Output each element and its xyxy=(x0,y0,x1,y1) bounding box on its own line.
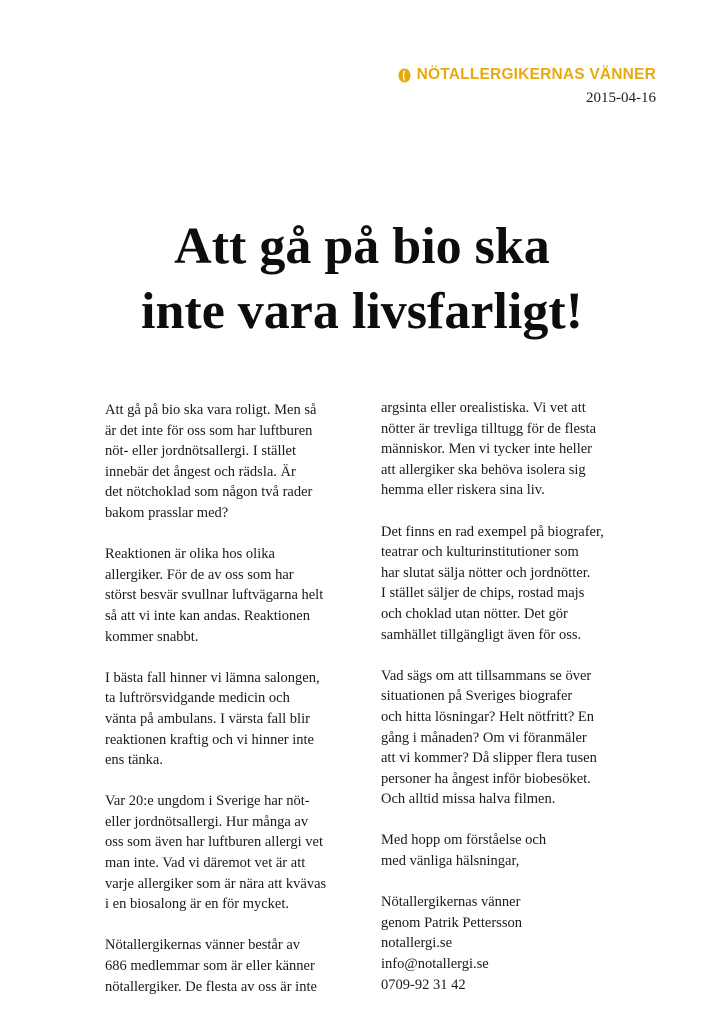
body-paragraph xyxy=(105,935,373,997)
text-line: personer ha ångest inför biobesöket. xyxy=(381,770,591,787)
text-line: att allergiker ska behöva isolera sig xyxy=(381,461,586,478)
text-line: har slutat sälja nötter och jordnötter. xyxy=(381,564,591,581)
brand-name: NÖTALLERGIKERNAS VÄNNER xyxy=(416,66,656,83)
text-line: och choklad utan nötter. Det gör xyxy=(381,605,568,622)
text-line: Var 20:e ungdom i Sverige har nöt- xyxy=(105,793,310,810)
text-line: med vänliga hälsningar, xyxy=(381,853,520,870)
text-line: gång i månaden? Om vi föranmäler xyxy=(381,729,587,746)
body-paragraph xyxy=(105,544,373,647)
left-column xyxy=(105,400,373,1018)
text-line: störst besvär svullnar luftvägarna helt xyxy=(105,587,324,604)
text-line: samhället tillgängligt även för oss. xyxy=(381,626,582,643)
text-line: är det inte för oss som har luftburen xyxy=(105,422,313,439)
text-line: ta luftrörsvidgande medicin och xyxy=(105,690,290,707)
text-line: nöt- eller jordnötsallergi. I stället xyxy=(105,443,296,460)
text-line: 0709-92 31 42 xyxy=(381,976,466,993)
text-line: det nötchoklad som någon två rader xyxy=(105,484,313,501)
body-paragraph xyxy=(381,666,649,810)
text-line: man inte. Vad vi däremot vet är att xyxy=(105,855,306,872)
text-line: att vi kommer? Då slipper flera tusen xyxy=(381,750,597,767)
text-line: kommer snabbt. xyxy=(105,628,199,645)
body-paragraph xyxy=(105,668,373,771)
right-column xyxy=(381,398,649,1016)
body-paragraph xyxy=(381,522,649,646)
text-line: så att vi inte kan andas. Reaktionen xyxy=(105,607,310,624)
text-line: situationen på Sveriges biografer xyxy=(381,688,573,705)
text-line: ens tänka. xyxy=(105,752,163,769)
text-line: genom Patrik Pettersson xyxy=(381,914,522,931)
text-line: i en biosalong är en för mycket. xyxy=(105,896,290,913)
text-line: Nötallergikernas vänner xyxy=(381,894,521,911)
letter-date: 2015-04-16 xyxy=(586,90,656,106)
title-line: inte vara livsfarligt! xyxy=(141,283,583,340)
page-title xyxy=(0,214,724,344)
text-line: info@notallergi.se xyxy=(381,956,489,973)
text-line: allergiker. För de av oss som har xyxy=(105,566,294,583)
text-line: människor. Men vi tycker inte heller xyxy=(381,441,593,458)
text-line: innebär det ångest och rädsla. Är xyxy=(105,463,296,480)
text-line: Reaktionen är olika hos olika xyxy=(105,546,275,563)
text-line: Med hopp om förståelse och xyxy=(381,832,547,849)
text-line: Nötallergikernas vänner består av xyxy=(105,937,300,954)
text-line: eller jordnötsallergi. Hur många av xyxy=(105,813,309,830)
text-line: Att gå på bio ska vara roligt. Men så xyxy=(105,402,317,418)
nut-icon xyxy=(398,67,411,83)
brand-header xyxy=(398,66,656,84)
text-line: I stället säljer de chips, rostad majs xyxy=(381,585,585,602)
text-line: notallergi.se xyxy=(381,935,453,952)
text-line: oss som även har luftburen allergi vet xyxy=(105,834,323,851)
text-line: varje allergiker som är nära att kvävas xyxy=(105,875,327,892)
body-paragraph xyxy=(105,400,373,524)
text-line: I bästa fall hinner vi lämna salongen, xyxy=(105,669,320,686)
text-line: vänta på ambulans. I värsta fall blir xyxy=(105,710,310,727)
text-line: argsinta eller orealistiska. Vi vet att xyxy=(381,400,586,416)
body-paragraph xyxy=(105,791,373,915)
text-line: Vad sägs om att tillsammans se över xyxy=(381,667,592,684)
text-line: Och alltid missa halva filmen. xyxy=(381,791,556,808)
text-line: 686 medlemmar som är eller känner xyxy=(105,958,315,975)
text-line: bakom prasslar med? xyxy=(105,504,229,521)
text-line: hemma eller riskera sina liv. xyxy=(381,482,545,499)
text-line: reaktionen kraftig och vi hinner inte xyxy=(105,731,314,748)
text-line: teatrar och kulturinstitutioner som xyxy=(381,544,579,561)
body-paragraph xyxy=(381,892,649,995)
body-paragraph xyxy=(381,830,649,871)
text-line: och hitta lösningar? Helt nötfritt? En xyxy=(381,708,595,725)
body-paragraph xyxy=(381,398,649,501)
text-line: nötallergiker. De flesta av oss är inte xyxy=(105,978,317,995)
text-line: nötter är trevliga tilltugg för de flesta xyxy=(381,420,597,437)
title-line: Att gå på bio ska xyxy=(174,218,550,275)
text-line: Det finns en rad exempel på biografer, xyxy=(381,523,604,540)
